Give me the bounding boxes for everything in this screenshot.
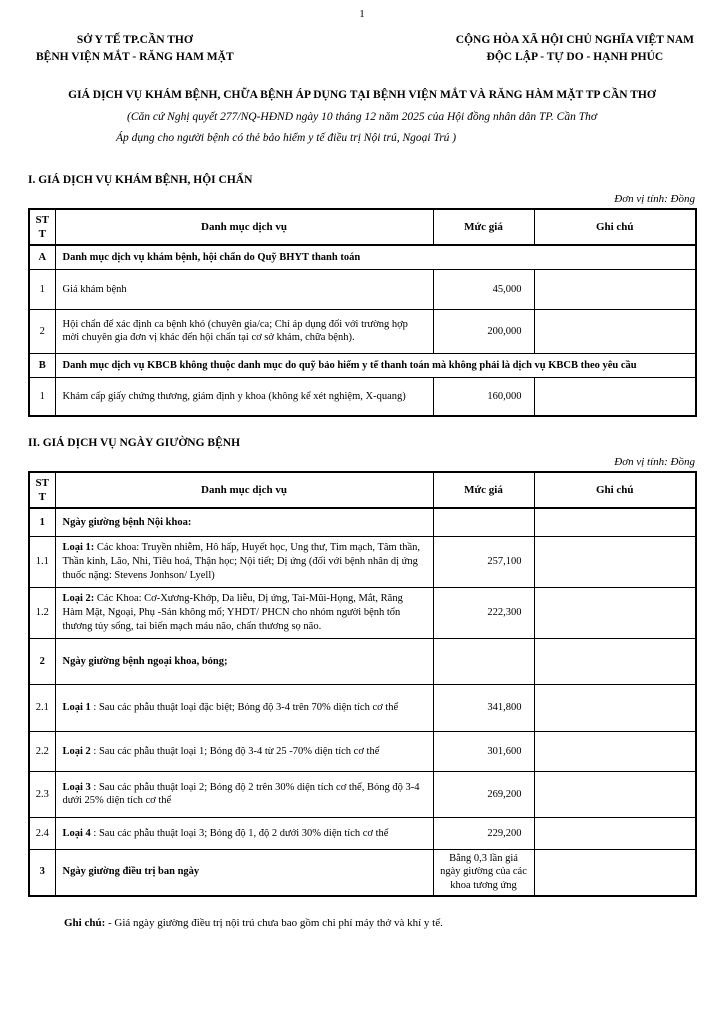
row-service xyxy=(55,536,433,587)
table-row xyxy=(29,771,696,817)
row-note xyxy=(534,849,696,895)
row-stt: 1 xyxy=(29,377,55,416)
column-header-service: Danh mục dịch vụ xyxy=(55,472,433,508)
row-service: Khám cấp giấy chứng thương, giám định y khoa (không kể xét nghiệm, X-quang) xyxy=(55,377,433,416)
row-service-text: : Sau các phẫu thuật loại 3; Bỏng độ 1, độ 2 dưới 30% diện tích cơ thể xyxy=(90,827,389,839)
row-price: 341,800 xyxy=(433,684,534,731)
row-price: 257,100 xyxy=(433,536,534,587)
row-price: 45,000 xyxy=(433,269,534,309)
row-service-bold: Loại 3 xyxy=(62,781,91,793)
document-subtitle-line2: Áp dụng cho người bệnh có thẻ bảo hiểm y tế điều trị Nội trú, Ngoại Trú ) xyxy=(116,132,457,145)
row-note xyxy=(534,771,696,817)
row-stt: 2.4 xyxy=(29,817,55,849)
column-header-stt xyxy=(29,209,55,245)
column-header-stt xyxy=(29,472,55,508)
row-service-bold: Ngày giường bệnh Nội khoa: xyxy=(62,516,192,528)
row-service xyxy=(55,508,433,536)
row-stt: 1 xyxy=(29,508,55,536)
row-service xyxy=(55,587,433,638)
row-service-bold: Ngày giường bệnh ngoại khoa, bỏng; xyxy=(62,655,228,667)
row-service-text: : Sau các phẫu thuật loại 2; Bỏng độ 2 trên 30% diện tích cơ thể, Bỏng độ 3-4 dưới 25% diện tích cơ thể xyxy=(62,781,420,807)
row-price-note: Bằng 0,3 lần giá ngày giường của các khoa tương ứng xyxy=(433,849,534,895)
table-row xyxy=(29,508,696,536)
column-header-stt-line2: T xyxy=(38,228,46,241)
row-service xyxy=(55,849,433,895)
table-row xyxy=(29,309,696,353)
row-note xyxy=(534,377,696,416)
price-table-section-2 xyxy=(28,471,697,896)
national-motto-line1: CỘNG HÒA XÃ HỘI CHỦ NGHĨA VIỆT NAM xyxy=(455,34,694,46)
row-service: Giá khám bệnh xyxy=(55,269,433,309)
row-service xyxy=(55,684,433,731)
row-note xyxy=(534,269,696,309)
row-price: 301,600 xyxy=(433,731,534,771)
row-service-text: : Sau các phẫu thuật loại đặc biệt; Bỏng độ 3-4 trên 70% diện tích cơ thể xyxy=(90,702,399,714)
row-price: 222,300 xyxy=(433,587,534,638)
table-row xyxy=(29,731,696,771)
row-note xyxy=(534,731,696,771)
row-stt: 2.2 xyxy=(29,731,55,771)
national-motto-block xyxy=(456,32,694,65)
row-stt: 2 xyxy=(29,309,55,353)
row-price xyxy=(433,638,534,684)
price-table-section-1 xyxy=(28,208,697,417)
row-service xyxy=(55,638,433,684)
table-row xyxy=(29,353,696,377)
row-group-title: Danh mục dịch vụ KBCB không thuộc danh mục do quỹ bảo hiểm y tế thanh toán mà không phải là dịch vụ KBCB theo yêu cầu xyxy=(55,353,696,377)
column-header-service: Danh mục dịch vụ xyxy=(55,209,433,245)
row-price: 200,000 xyxy=(433,309,534,353)
table-row xyxy=(29,638,696,684)
footer-note-text: - Giá ngày giường điều trị nội trú chưa bao gồm chi phí máy thở và khí y tế. xyxy=(105,916,443,929)
row-stt: 2.3 xyxy=(29,771,55,817)
column-header-price: Mức giá xyxy=(433,209,534,245)
row-price xyxy=(433,508,534,536)
row-stt: 1 xyxy=(29,269,55,309)
table-row xyxy=(29,377,696,416)
row-note xyxy=(534,309,696,353)
page-number: 1 xyxy=(359,8,365,20)
document-title: GIÁ DỊCH VỤ KHÁM BỆNH, CHỮA BỆNH ÁP DỤNG TẠI BỆNH VIỆN MẮT VÀ RĂNG HÀM MẶT TP CẦN THƠ xyxy=(68,89,656,102)
column-header-stt-line1: ST xyxy=(35,214,49,227)
row-service-text: Các Khoa: Cơ-Xương-Khớp, Da liễu, Dị ứng, Tai-Mũi-Họng, Mắt, Răng Hàm Mặt, Ngoại, Phụ -Sản không mổ; YHDT/ PHCN cho nhóm người bệnh tổn thương tủy sống, tai biến mạch máu não, chấn thương sọ não. xyxy=(62,593,403,632)
row-price: 160,000 xyxy=(433,377,534,416)
row-group-title: Danh mục dịch vụ khám bệnh, hội chẩn do Quỹ BHYT thanh toán xyxy=(55,245,696,269)
row-stt: A xyxy=(29,245,55,269)
row-service xyxy=(55,771,433,817)
column-header-note: Ghi chú xyxy=(534,209,696,245)
row-stt: 3 xyxy=(29,849,55,895)
footer-note xyxy=(28,917,696,929)
section-2-heading: II. GIÁ DỊCH VỤ NGÀY GIƯỜNG BỆNH xyxy=(28,437,241,450)
row-note xyxy=(534,508,696,536)
row-service-bold: Loại 1 xyxy=(62,702,91,714)
national-motto-line2: ĐỘC LẬP - TỰ DO - HẠNH PHÚC xyxy=(486,50,664,63)
table-row xyxy=(29,849,696,895)
column-header-note: Ghi chú xyxy=(534,472,696,508)
row-stt: B xyxy=(29,353,55,377)
row-service-text: : Sau các phẫu thuật loại 1; Bỏng độ 3-4 từ 25 -70% diện tích cơ thể xyxy=(90,745,380,757)
row-service-text: Các khoa: Truyền nhiễm, Hô hấp, Huyết học, Ung thư, Tim mạch, Tâm thần, Thần kinh, Lão, Nhi, Tiêu hoá, Thận học; Nội tiết; Dị ứng (đối với bệnh nhân dị ứng thuốc nặng: Stevens Jonhson/ Lyell) xyxy=(62,542,421,581)
section-2-unit-note: Đơn vị tính: Đồng xyxy=(614,456,695,469)
row-price: 229,200 xyxy=(433,817,534,849)
document-subtitle-line1: (Căn cứ Nghị quyết 277/NQ-HĐND ngày 10 tháng 12 năm 2025 của Hội đồng nhân dân TP. Cần Thơ xyxy=(127,111,597,124)
column-header-stt-line1: ST xyxy=(35,477,49,490)
row-service xyxy=(55,731,433,771)
column-header-price: Mức giá xyxy=(433,472,534,508)
row-stt: 1.1 xyxy=(29,536,55,587)
row-note xyxy=(534,638,696,684)
row-stt: 2 xyxy=(29,638,55,684)
issuing-org-line2: BỆNH VIỆN MẮT - RĂNG HAM MẶT xyxy=(36,50,234,63)
footer-note-label: Ghi chú: xyxy=(64,916,106,929)
row-note xyxy=(534,684,696,731)
row-service-bold: Loại 4 xyxy=(62,827,91,839)
row-note xyxy=(534,536,696,587)
table-row xyxy=(29,684,696,731)
table-row xyxy=(29,587,696,638)
row-service: Hội chẩn để xác định ca bệnh khó (chuyên gia/ca; Chỉ áp dụng đối với trường hợp mời chuyên gia đơn vị khác đến hội chẩn tại cơ sở khám, chữa bệnh). xyxy=(55,309,433,353)
table-row xyxy=(29,245,696,269)
row-stt: 1.2 xyxy=(29,587,55,638)
table-row xyxy=(29,536,696,587)
section-1-heading: I. GIÁ DỊCH VỤ KHÁM BỆNH, HỘI CHẨN xyxy=(28,174,253,187)
document-header xyxy=(28,32,696,65)
section-1-unit-note: Đơn vị tính: Đồng xyxy=(614,193,695,206)
table-row xyxy=(29,817,696,849)
row-price: 269,200 xyxy=(433,771,534,817)
table-row xyxy=(29,269,696,309)
row-service-bold: Ngày giường điều trị ban ngày xyxy=(62,866,200,878)
row-service-bold: Loại 1: xyxy=(62,542,95,554)
row-note xyxy=(534,817,696,849)
row-service xyxy=(55,817,433,849)
row-service-bold: Loại 2 xyxy=(62,745,91,757)
row-service-bold: Loại 2: xyxy=(62,593,95,605)
issuing-org-block xyxy=(36,32,234,65)
row-stt: 2.1 xyxy=(29,684,55,731)
row-note xyxy=(534,587,696,638)
issuing-org-line1: SỞ Y TẾ TP.CẦN THƠ xyxy=(76,34,193,46)
column-header-stt-line2: T xyxy=(38,491,46,504)
